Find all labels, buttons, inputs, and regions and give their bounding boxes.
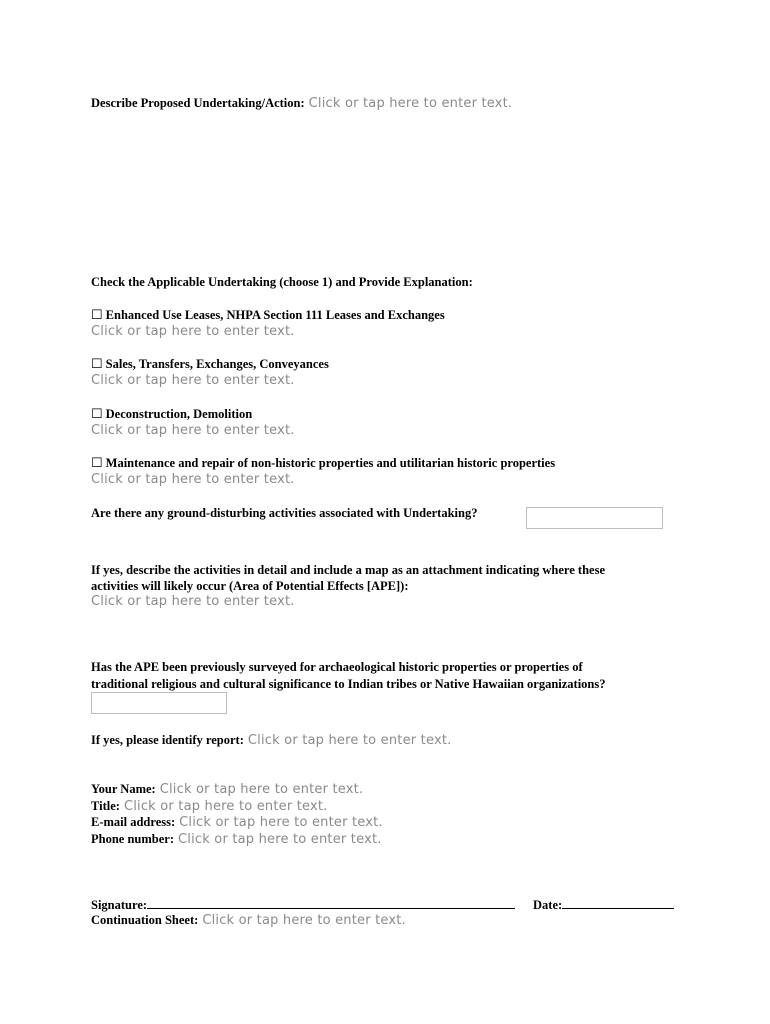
- continuation-row: [91, 911, 406, 929]
- option-1-explanation-input[interactable]: Click or tap here to enter text.: [91, 324, 295, 339]
- date-label: Date:: [533, 898, 563, 912]
- option-3-explanation-input[interactable]: Click or tap here to enter text.: [91, 423, 295, 438]
- phone-label: Phone number:: [91, 832, 174, 846]
- option-label: Deconstruction, Demolition: [105, 407, 253, 421]
- option-2-explanation-input[interactable]: Click or tap here to enter text.: [91, 373, 295, 388]
- option-label: Sales, Transfers, Exchanges, Conveyances: [105, 357, 329, 371]
- email-label: E-mail address:: [91, 815, 176, 829]
- describe-input[interactable]: Click or tap here to enter text.: [308, 96, 513, 111]
- title-label: Title:: [91, 799, 120, 813]
- email-row: [91, 813, 383, 831]
- option-enhanced-use-leases[interactable]: [91, 307, 445, 323]
- activities-input[interactable]: Click or tap here to enter text.: [91, 594, 295, 609]
- describe-row: [91, 94, 512, 112]
- ground-disturbing-question: Are there any ground-disturbing activities associated with Undertaking?: [91, 506, 478, 520]
- describe-label: Describe Proposed Undertaking/Action:: [91, 96, 305, 110]
- check-applicable-heading: Check the Applicable Undertaking (choose 1) and Provide Explanation:: [91, 275, 473, 289]
- ape-surveyed-question-line2: traditional religious and cultural significance to Indian tribes or Native Hawaiian organizations?: [91, 677, 606, 691]
- ground-disturbing-dropdown[interactable]: [526, 507, 663, 529]
- phone-row: [91, 830, 382, 848]
- title-input[interactable]: Click or tap here to enter text.: [123, 799, 328, 814]
- continuation-input[interactable]: Click or tap here to enter text.: [202, 913, 406, 928]
- checkbox-icon[interactable]: ☐: [91, 455, 103, 470]
- email-input[interactable]: Click or tap here to enter text.: [179, 815, 383, 830]
- option-deconstruction-demolition[interactable]: [91, 406, 252, 422]
- signature-line[interactable]: [147, 897, 515, 909]
- date-line[interactable]: [562, 897, 674, 909]
- activities-question-line2: activities will likely occur (Area of Potential Effects [APE]):: [91, 579, 409, 593]
- signature-label: Signature:: [91, 898, 148, 912]
- checkbox-icon[interactable]: ☐: [91, 356, 103, 371]
- activities-question-line1: If yes, describe the activities in detail and include a map as an attachment indicating where these: [91, 563, 605, 577]
- name-input[interactable]: Click or tap here to enter text.: [159, 782, 364, 797]
- report-row: [91, 731, 451, 749]
- date-row: [533, 896, 674, 914]
- report-label: If yes, please identify report:: [91, 733, 244, 747]
- checkbox-icon[interactable]: ☐: [91, 406, 103, 421]
- checkbox-icon[interactable]: ☐: [91, 307, 103, 322]
- option-label: Maintenance and repair of non-historic properties and utilitarian historic properties: [105, 456, 556, 470]
- ape-surveyed-dropdown[interactable]: [91, 692, 227, 714]
- option-4-explanation-input[interactable]: Click or tap here to enter text.: [91, 472, 295, 487]
- option-label: Enhanced Use Leases, NHPA Section 111 Leases and Exchanges: [105, 308, 445, 322]
- name-row: [91, 780, 363, 798]
- ape-surveyed-question-line1: Has the APE been previously surveyed for archaeological historic properties or properties of: [91, 660, 583, 674]
- report-input[interactable]: Click or tap here to enter text.: [247, 733, 452, 748]
- phone-input[interactable]: Click or tap here to enter text.: [178, 832, 382, 847]
- option-maintenance-repair[interactable]: [91, 455, 555, 471]
- option-sales-transfers[interactable]: [91, 356, 329, 372]
- name-label: Your Name:: [91, 782, 156, 796]
- continuation-label: Continuation Sheet:: [91, 913, 199, 927]
